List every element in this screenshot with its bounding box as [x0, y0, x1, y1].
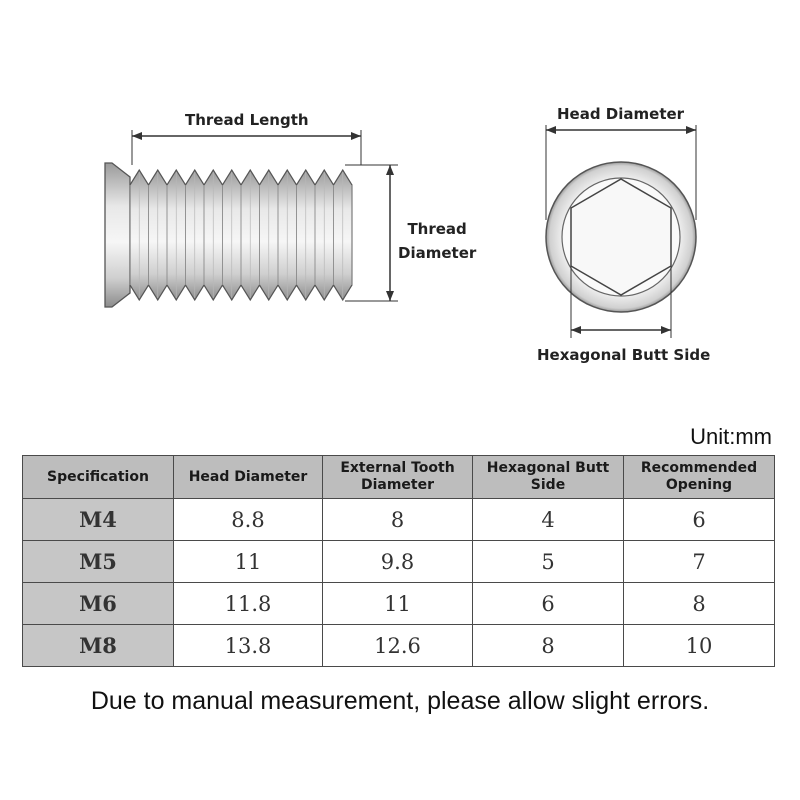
table-cell: 6 — [624, 499, 775, 541]
table-cell: 5 — [473, 541, 624, 583]
header-recommended-opening: Recommended Opening — [624, 456, 775, 499]
table-cell: 11.8 — [174, 583, 323, 625]
table-cell: 8 — [624, 583, 775, 625]
table-cell: 8 — [323, 499, 473, 541]
table-cell: 10 — [624, 625, 775, 667]
thread-length-dimension — [125, 125, 370, 165]
header-hexagonal-butt-side: Hexagonal Butt Side — [473, 456, 624, 499]
spec-table — [22, 455, 775, 667]
nut-head — [105, 163, 130, 307]
table-cell: 7 — [624, 541, 775, 583]
table-cell: 12.6 — [323, 625, 473, 667]
spec-cell: M8 — [23, 625, 174, 667]
table-header-row — [23, 456, 775, 499]
table-cell: 8.8 — [174, 499, 323, 541]
table-row — [23, 583, 775, 625]
thread-length-label: Thread Length — [185, 111, 309, 129]
table-row — [23, 499, 775, 541]
spec-cell: M6 — [23, 583, 174, 625]
footnote: Due to manual measurement, please allow slight errors. — [90, 687, 710, 715]
head-diameter-label: Head Diameter — [557, 105, 685, 123]
spec-cell: M4 — [23, 499, 174, 541]
hex-side-label: Hexagonal Butt Side — [537, 346, 711, 364]
header-external-tooth-diameter: External Tooth Diameter — [323, 456, 473, 499]
table-row — [23, 541, 775, 583]
header-head-diameter: Head Diameter — [174, 456, 323, 499]
table-cell: 4 — [473, 499, 624, 541]
table-cell: 13.8 — [174, 625, 323, 667]
table-cell: 9.8 — [323, 541, 473, 583]
insert-nut-end-view — [530, 120, 710, 340]
table-cell: 11 — [174, 541, 323, 583]
table-cell: 8 — [473, 625, 624, 667]
unit-label: Unit:mm — [690, 424, 772, 449]
table-row — [23, 625, 775, 667]
thread-diameter-dimension — [340, 160, 400, 310]
table-cell: 6 — [473, 583, 624, 625]
spec-cell: M5 — [23, 541, 174, 583]
thread-diameter-label: Thread Diameter — [398, 220, 477, 262]
header-specification: Specification — [23, 456, 174, 499]
table-cell: 11 — [323, 583, 473, 625]
